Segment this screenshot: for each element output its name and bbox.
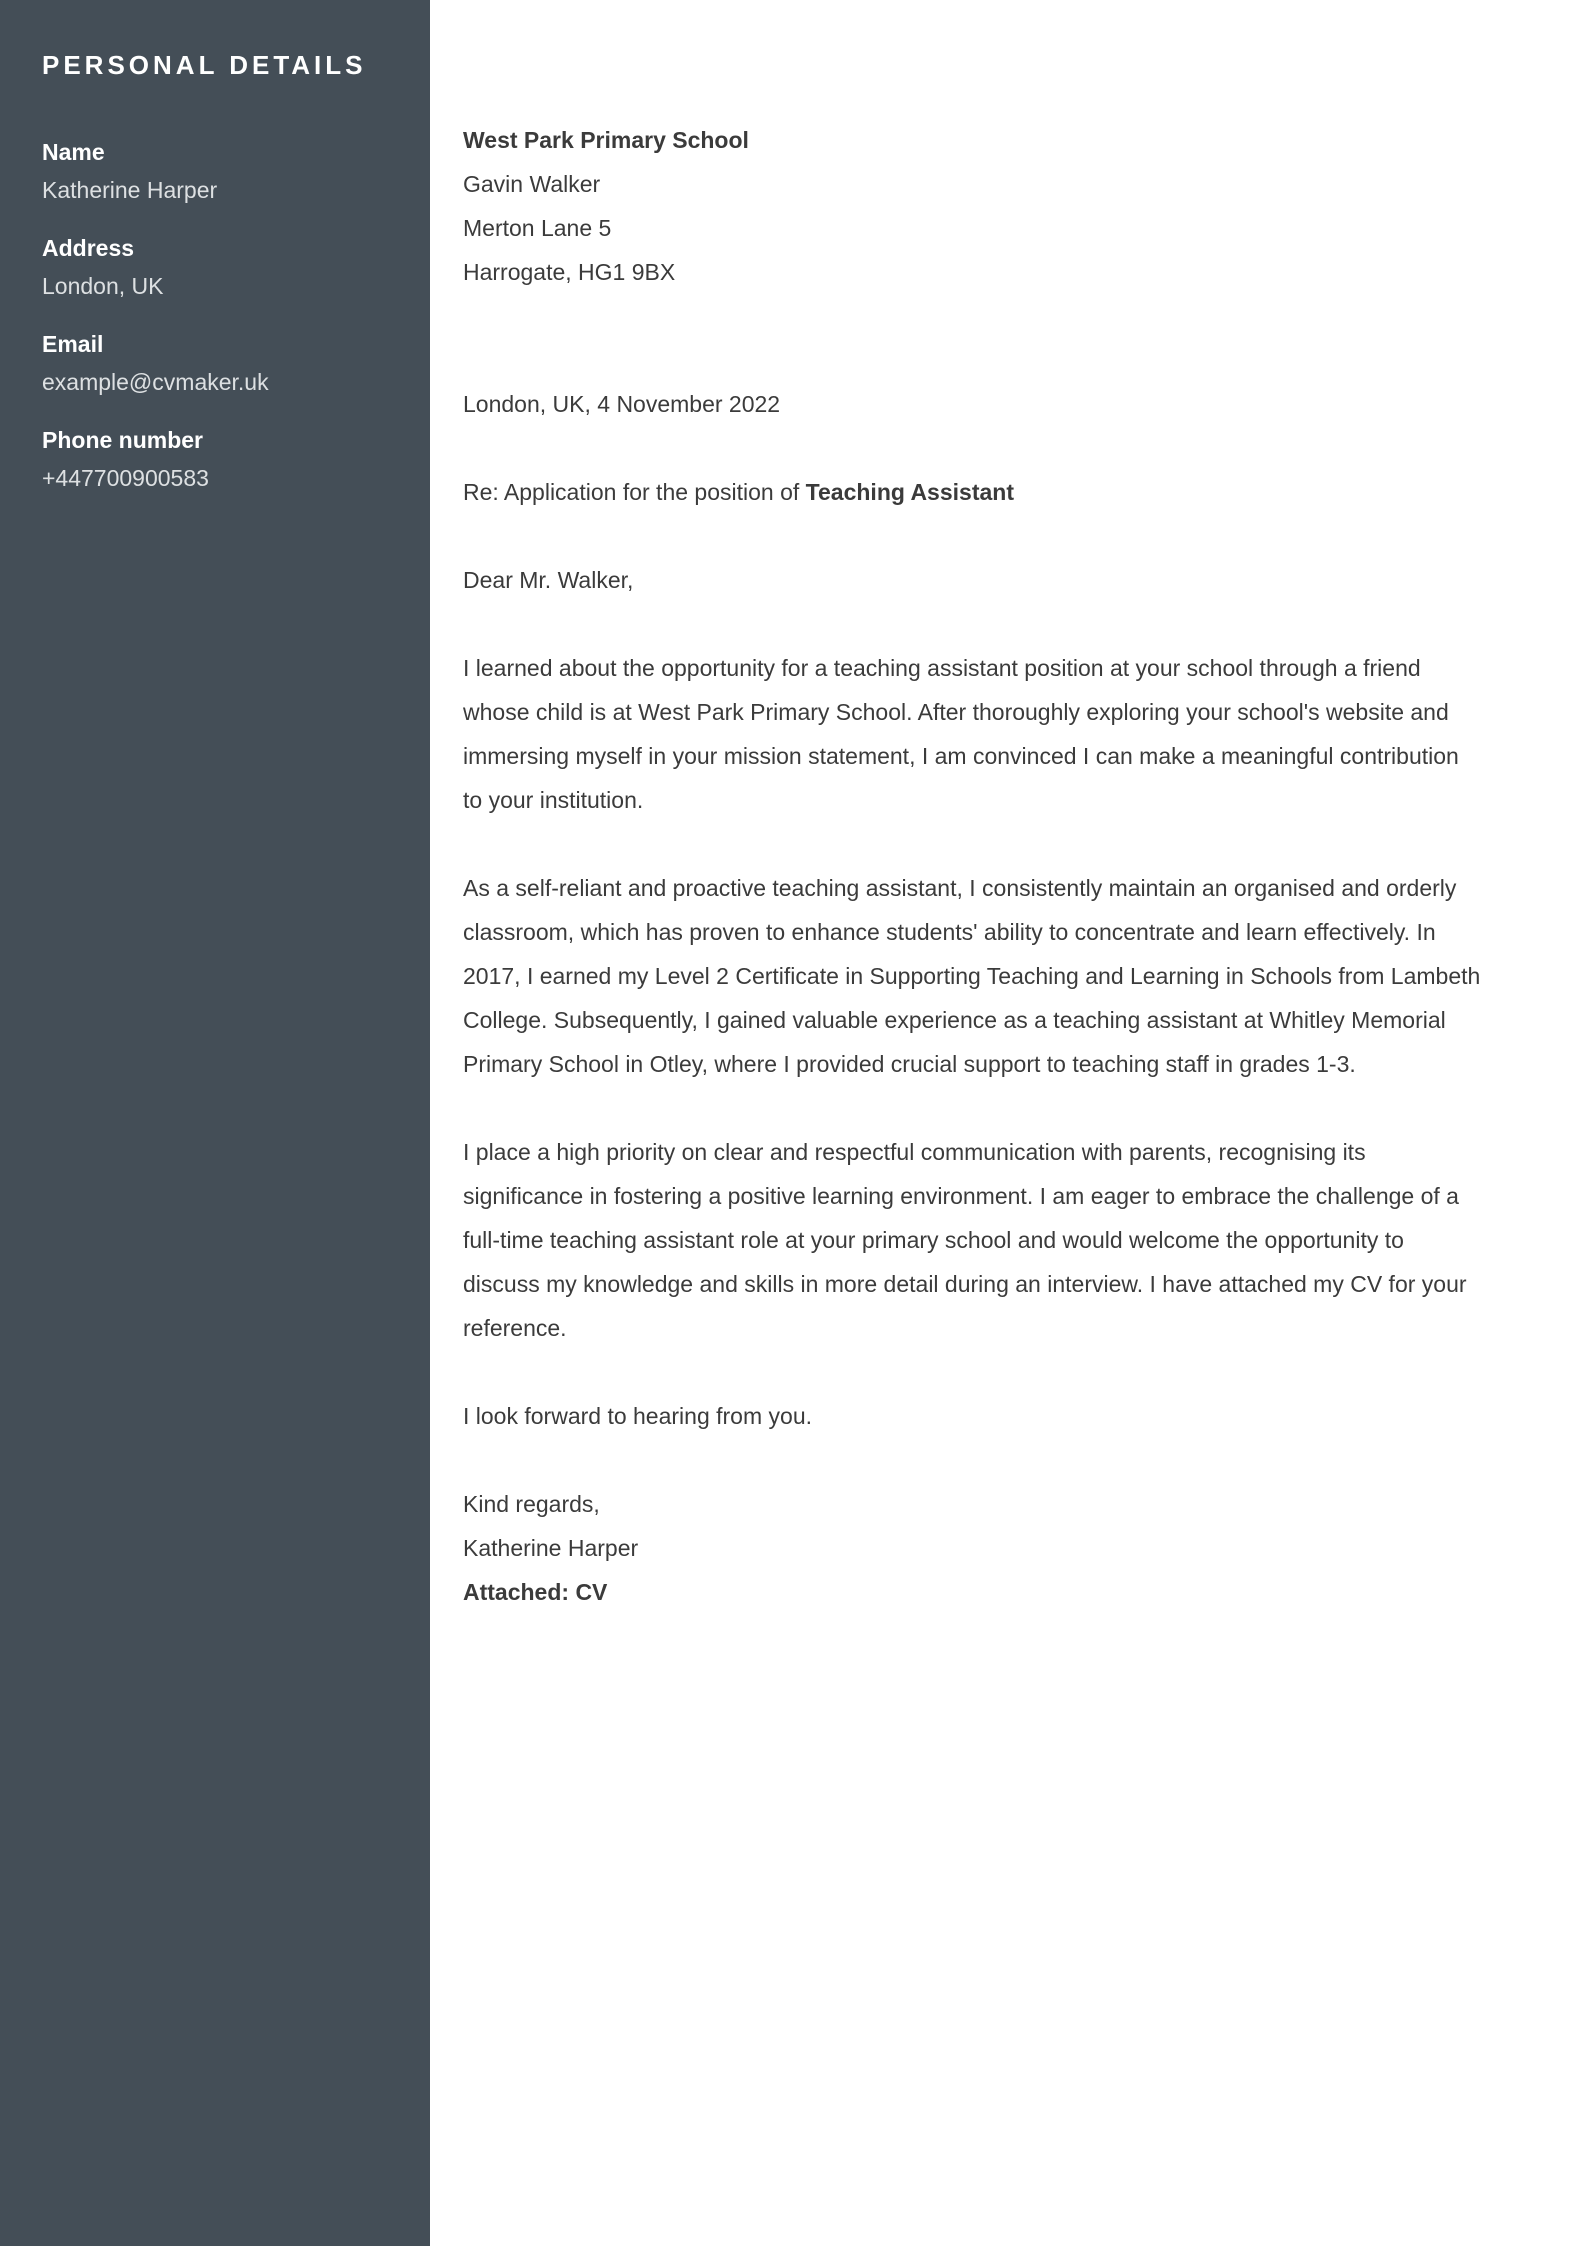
letter-main-area: [430, 0, 1588, 2246]
subject-position: Teaching Assistant: [805, 479, 1014, 505]
salutation: Dear Mr. Walker,: [463, 567, 634, 593]
closing-block: [463, 1482, 1483, 1614]
subject-prefix: Re: Application for the position of: [463, 479, 806, 505]
attachment-note: Attached: CV: [463, 1579, 608, 1605]
recipient-block: [463, 118, 1483, 294]
paragraph-experience: As a self-reliant and proactive teaching assistant, I consistently maintain an organised and orderly classroom, which has proven to enhance students' ability to concentrate and learn effectively. In 2017, I earned my Level 2 Certificate in Supporting Teaching and Learning in Schools from Lambeth College. Subsequently, I gained valuable experience as a teaching assistant at Whitley Memorial Primary School in Otley, where I provided crucial support to teaching staff in grades 1-3.: [463, 875, 1481, 1077]
letter-body: [463, 118, 1483, 1614]
sidebar-fields: [42, 137, 400, 493]
field-address: [42, 233, 400, 301]
field-email-value: example@cvmaker.uk: [42, 369, 269, 395]
field-email: [42, 329, 400, 397]
field-address-value: London, UK: [42, 273, 164, 299]
field-phone-value: +447700900583: [42, 465, 209, 491]
sidebar-heading: PERSONAL DETAILS: [42, 50, 367, 80]
recipient-street: Merton Lane 5: [463, 215, 612, 241]
closing-phrase: Kind regards,: [463, 1491, 600, 1517]
field-name: [42, 137, 400, 205]
personal-details-sidebar: [0, 0, 430, 2246]
recipient-school: West Park Primary School: [463, 127, 749, 153]
field-phone-label: Phone number: [42, 427, 204, 453]
field-name-value: Katherine Harper: [42, 177, 218, 203]
subject-line: [463, 470, 1483, 514]
signature-name: Katherine Harper: [463, 1535, 639, 1561]
recipient-contact: Gavin Walker: [463, 171, 601, 197]
dateline: London, UK, 4 November 2022: [463, 391, 781, 417]
field-address-label: Address: [42, 235, 135, 261]
paragraph-outro: I look forward to hearing from you.: [463, 1403, 812, 1429]
field-phone: [42, 425, 400, 493]
recipient-city: Harrogate, HG1 9BX: [463, 259, 676, 285]
paragraph-motivation: I place a high priority on clear and respectful communication with parents, recognising its significance in fostering a positive learning environment. I am eager to embrace the challenge of a full-time teaching assistant role at your primary school and would welcome the opportunity to discuss my knowledge and skills in more detail during an interview. I have attached my CV for your reference.: [463, 1139, 1467, 1341]
paragraph-intro: I learned about the opportunity for a teaching assistant position at your school through a friend whose child is at West Park Primary School. After thoroughly exploring your school's website and immersing myself in your mission statement, I am convinced I can make a meaningful contribution to your institution.: [463, 655, 1459, 813]
field-email-label: Email: [42, 331, 104, 357]
field-name-label: Name: [42, 139, 105, 165]
